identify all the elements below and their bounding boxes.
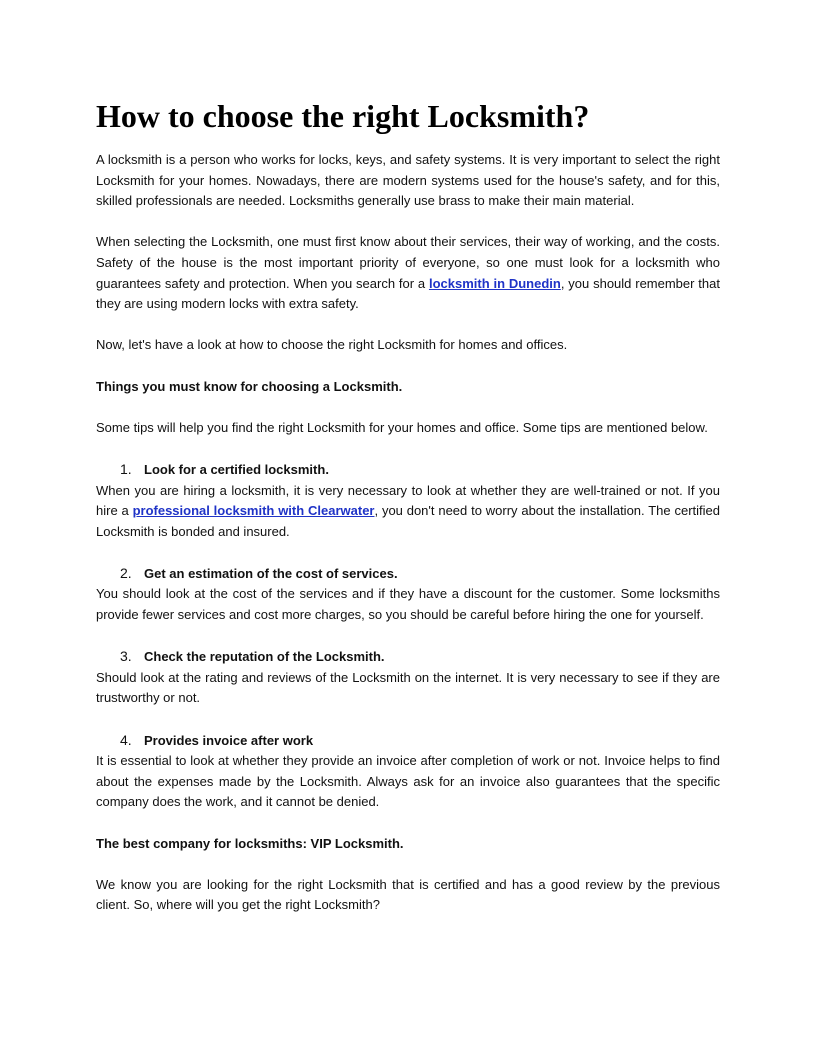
intro-paragraph: A locksmith is a person who works for locks, keys, and safety systems. It is very important to select the right Locksmith for your homes. Nowadays, there are modern systems used for the house's safety, and for this, skilled professionals are needed. Locksmiths generally use brass to make their main material. <box>96 152 720 209</box>
list-item-4-heading <box>96 730 720 752</box>
tips-paragraph: Some tips will help you find the right Locksmith for your homes and office. Some tips are mentioned below. <box>96 419 708 435</box>
list-item-4-body: It is essential to look at whether they provide an invoice after completion of work or not. Invoice helps to find about the expenses made by the Locksmith. Always ask for an invoice also guarantees that the specific company does the work, and it cannot be denied. <box>96 753 720 810</box>
lookahead-paragraph: Now, let's have a look at how to choose the right Locksmith for homes and offices. <box>96 337 568 353</box>
selection-text-end: , you should remember that they are using modern locks with extra safety. <box>96 275 720 312</box>
list-title: Check the reputation of the Locksmith. <box>144 649 385 665</box>
list-item-3-body: Should look at the rating and reviews of the Locksmith on the internet. It is very necessary to see if they are trustworthy or not. <box>96 669 720 706</box>
list-item-3-heading <box>96 646 720 668</box>
document-body <box>96 150 720 937</box>
list-body-end: , you don't need to worry about the installation. The certified Locksmith is bonded and insured. <box>96 503 720 539</box>
list-item-2-heading <box>96 563 720 585</box>
list-item-2-body: You should look at the cost of the services and if they have a discount for the customer. Some locksmiths provide fewer services and cost more charges, so you should be careful before hiring the one for yourself. <box>96 586 720 623</box>
locksmith-dunedin-link[interactable]: locksmith in Dunedin <box>428 275 561 291</box>
page-title: How to choose the right Locksmith? <box>96 98 590 134</box>
selection-text-start: When selecting the Locksmith, one must first know about their services, their way of working, and the costs. Safety of the house is the most important priority of everyone, so one must look for a locksmith who guarantees safety and protection. When you search for a <box>96 234 720 291</box>
list-title: Get an estimation of the cost of services. <box>144 565 398 581</box>
list-item-1-body <box>96 481 720 543</box>
list-number: 3. <box>120 648 132 665</box>
selection-paragraph <box>96 232 720 314</box>
list-item-1-heading <box>96 459 720 481</box>
closing-paragraph: We know you are looking for the right Locksmith that is certified and has a good review by the previous client. So, where will you get the right Locksmith? <box>96 876 720 913</box>
list-number: 2. <box>120 564 132 581</box>
clearwater-locksmith-link[interactable]: professional locksmith with Clearwater <box>132 503 375 519</box>
best-company-heading: The best company for locksmiths: VIP Locksmith. <box>96 835 404 851</box>
things-to-know-heading: Things you must know for choosing a Locksmith. <box>96 378 403 394</box>
list-title: Provides invoice after work <box>144 732 314 748</box>
list-number: 1. <box>120 460 132 477</box>
list-number: 4. <box>120 731 132 748</box>
list-title: Look for a certified locksmith. <box>144 461 329 477</box>
list-body-start: When you are hiring a locksmith, it is very necessary to look at whether they are well-trained or not. If you hire a <box>96 482 720 519</box>
